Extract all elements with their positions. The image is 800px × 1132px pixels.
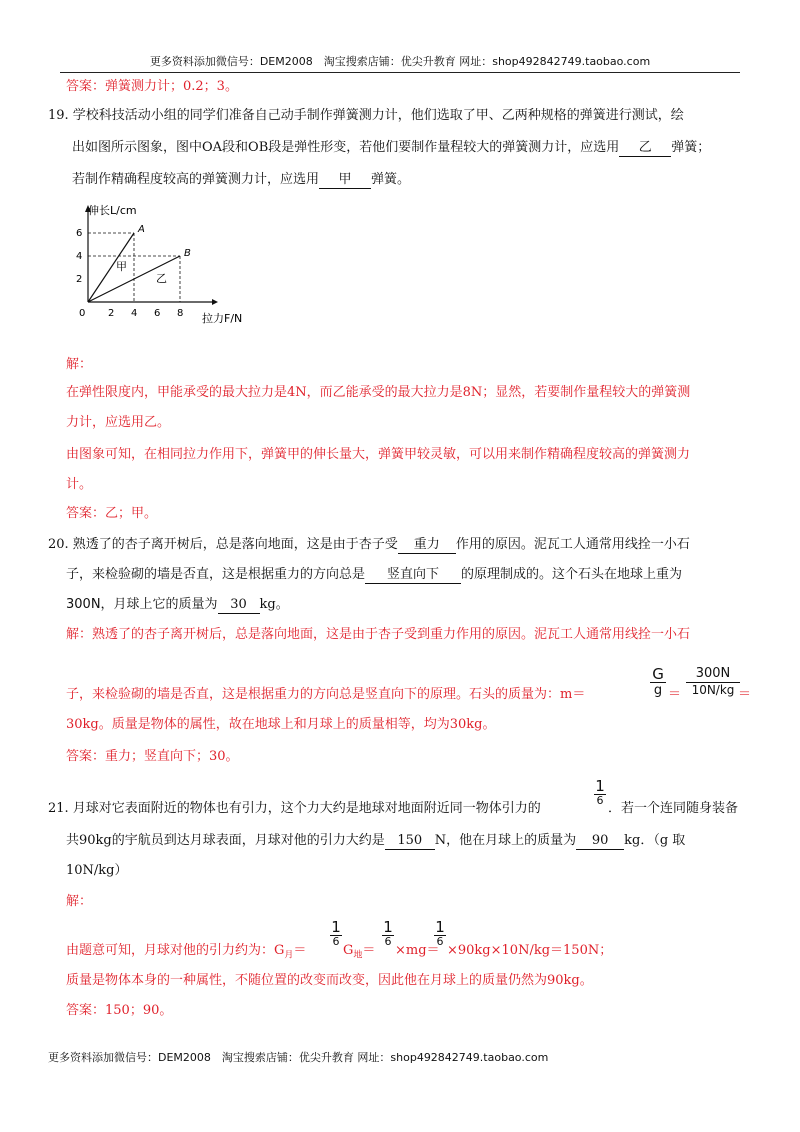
q20-frac1-numerator: G <box>652 665 664 683</box>
q20-fraction-g <box>650 666 666 698</box>
q19-line2-end: 弹簧； <box>671 140 711 155</box>
q21-sub-earth: 地 <box>353 950 363 961</box>
q21-sol1-eq1: ＝ <box>293 943 307 958</box>
q21-sol-frac3-num: 1 <box>435 918 445 936</box>
q21-sol-frac1-den: 6 <box>332 935 340 948</box>
q20-blank1: 重力 <box>398 537 456 554</box>
q21-blank2: 90 <box>576 833 624 850</box>
q21-sol1-text: 由题意可知，月球对他的引力约为：G <box>66 943 285 958</box>
q19-solution-label: 解： <box>66 357 93 372</box>
q20-frac2-numerator: 300N <box>695 666 731 681</box>
q20-equals-1: ＝ <box>668 687 682 702</box>
y-tick-2: 2 <box>76 274 83 285</box>
q20-solution-2: 子，来检验砌的墙是否直，这是根据重力的方向总是竖直向下的原理。石头的质量为：m＝ <box>66 687 586 702</box>
q19-line3-end: 弹簧。 <box>371 172 411 187</box>
page-header: 更多资料添加微信号：DEM2008 淘宝搜索店铺：优尖升教育 网址：shop492842749.taobao.com <box>60 54 740 73</box>
origin-label: 0 <box>79 308 86 319</box>
x-axis-label: 拉力F/N <box>202 312 243 325</box>
q21-solution-label: 解： <box>66 894 93 909</box>
q21-sol-frac2-den: 6 <box>384 935 392 948</box>
q20-blank2: 竖直向下 <box>365 567 461 584</box>
q21-frac-numerator: 1 <box>595 777 605 795</box>
q19-line3 <box>72 171 410 189</box>
point-a-label: A <box>138 224 145 235</box>
x-tick-2: 2 <box>108 308 115 319</box>
q21-frac-denominator: 6 <box>596 794 604 807</box>
y-tick-6: 6 <box>76 228 83 239</box>
q21-line3: 10N/kg） <box>66 863 128 878</box>
y-tick-4: 4 <box>76 251 83 262</box>
q21-line2-mid: N，他在月球上的质量为 <box>434 833 577 848</box>
q20-line1-end: 作用的原因。泥瓦工人通常用线拴一小石 <box>455 537 690 552</box>
series-line-jia <box>88 233 134 302</box>
q19-line1: 19. 学校科技活动小组的同学们准备自己动手制作弹簧测力计，他们选取了甲、乙两种规格的弹簧进行测试，绘 <box>48 108 684 123</box>
q20-frac1-denominator: g <box>653 683 663 698</box>
q21-line2 <box>66 832 685 850</box>
page-footer: 更多资料添加微信号：DEM2008 淘宝搜索店铺：优尖升教育 网址：shop492842749.taobao.com <box>48 1051 549 1064</box>
q21-sol1-eq2: ＝ <box>362 943 376 958</box>
q20-answer: 答案：重力；竖直向下；30。 <box>66 749 239 764</box>
x-axis-arrow <box>212 299 218 305</box>
q21-sol-frac2-num: 1 <box>383 918 393 936</box>
spring-graph <box>66 200 256 330</box>
q19-answer: 答案：乙；甲。 <box>66 506 158 521</box>
q21-sol-fraction-1 <box>330 919 342 948</box>
q21-line2-text: 共90kg的宇航员到达月球表面，月球对他的引力大约是 <box>66 833 385 848</box>
q20-line2 <box>66 566 682 584</box>
series-label-jia: 甲 <box>116 260 127 273</box>
q21-answer: 答案：150；90。 <box>66 1003 173 1018</box>
q19-solution-3: 由图象可知，在相同拉力作用下，弹簧甲的伸长量大，弹簧甲较灵敏，可以用来制作精确程度较高的弹簧测力 <box>66 447 691 462</box>
q21-line1-end: ．若一个连同随身装备 <box>608 801 739 816</box>
q20-blank3: 30 <box>218 597 260 614</box>
q19-line2 <box>72 139 710 157</box>
q19-line3-text: 若制作精确程度较高的弹簧测力计，应选用 <box>72 172 320 187</box>
q20-equals-2: ＝ <box>738 687 752 702</box>
q21-fraction-sixth <box>594 778 606 807</box>
q19-solution-2: 力计，应选用乙。 <box>66 415 171 430</box>
q21-sol1-g: G <box>343 943 354 958</box>
x-tick-6: 6 <box>154 308 161 319</box>
q21-line1-text: 21. 月球对它表面附近的物体也有引力，这个力大约是地球对地面附近同一物体引力的 <box>48 801 541 816</box>
q20-line2-text: 子，来检验砌的墙是否直，这是根据重力的方向总是 <box>66 567 366 582</box>
q21-sol1-result: ×90kg×10N/kg＝150N； <box>447 943 613 958</box>
q20-fraction-value <box>686 666 740 698</box>
q20-line3-text: 300N，月球上它的质量为 <box>66 597 218 612</box>
q21-line2-end: kg．（g 取 <box>624 833 686 848</box>
y-axis-label: 伸长L/cm <box>88 204 137 217</box>
q21-blank1: 150 <box>385 833 435 850</box>
q19-solution-4: 计。 <box>66 477 93 492</box>
q19-solution-1: 在弹性限度内，甲能承受的最大拉力是4N，而乙能承受的最大拉力是8N；显然，若要制作量程较大的弹簧测 <box>66 385 691 400</box>
q20-solution-1: 解：熟透了的杏子离开树后，总是落向地面，这是由于杏子受到重力作用的原因。泥瓦工人通常用线拴一小石 <box>66 627 691 642</box>
prev-answer: 答案：弹簧测力计；0.2；3。 <box>66 79 238 94</box>
q21-solution-1-lead <box>66 942 306 965</box>
q20-line3 <box>66 596 289 614</box>
q20-line1-text: 20. 熟透了的杏子离开树后，总是落向地面，这是由于杏子受 <box>48 537 398 552</box>
q21-sol-frac1-num: 1 <box>331 918 341 936</box>
series-label-yi: 乙 <box>156 272 167 285</box>
q21-solution-2: 质量是物体本身的一种属性，不随位置的改变而改变，因此他在月球上的质量仍然为90kg。 <box>66 973 593 988</box>
q20-solution-3: 30kg。质量是物体的属性，故在地球上和月球上的质量相等，均为30kg。 <box>66 717 496 732</box>
point-b-label: B <box>184 248 191 259</box>
q21-sol-fraction-2 <box>382 919 394 948</box>
q19-blank1: 乙 <box>619 140 671 157</box>
x-tick-8: 8 <box>177 308 184 319</box>
q19-blank2: 甲 <box>319 172 371 189</box>
q20-frac2-denominator: 10N/kg <box>691 683 735 697</box>
q20-line3-end: kg。 <box>259 597 289 612</box>
q21-sub-moon: 月 <box>284 950 294 961</box>
x-tick-4: 4 <box>131 308 138 319</box>
q20-line2-end: 的原理制成的。这个石头在地球上重为 <box>461 567 683 582</box>
q21-solution-1-mid <box>343 942 375 965</box>
q20-line1 <box>48 536 690 554</box>
q21-sol1-mg: ×mg＝ <box>395 943 440 958</box>
q21-sol-frac3-den: 6 <box>436 935 444 948</box>
q19-line2-text: 出如图所示图象，图中OA段和OB段是弹性形变，若他们要制作量程较大的弹簧测力计，应选用 <box>72 140 620 155</box>
